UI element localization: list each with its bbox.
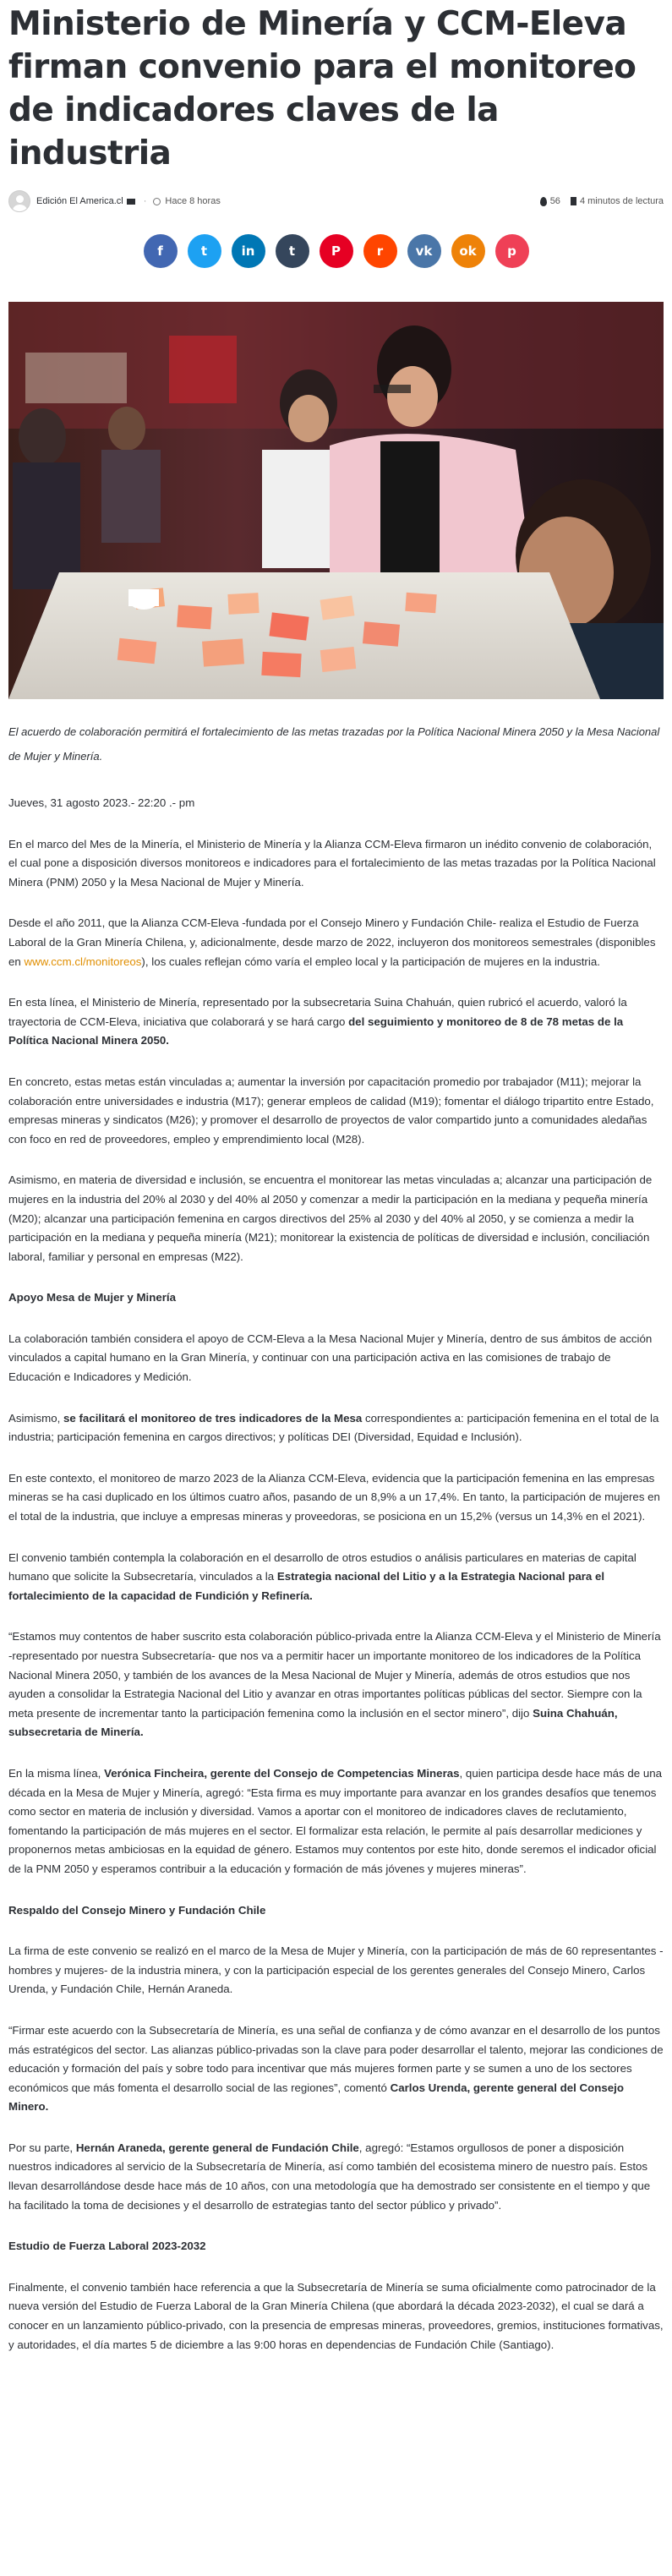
paragraph-7-text-end: correspondientes a: participación femenina en el total de la industria; participación femenina en cargos directivos; y políticas DEI (Diversidad, Equidad e Inclusión).	[8, 1411, 659, 1444]
twitter-icon: t	[200, 243, 208, 259]
paragraph-11-text-end: , quien participa desde hace más de una década en la Mesa de Mujer y Minería, agregó: “Esta firma es muy importante para avanzar en los grandes desafíos que tenemos como sector en materia de inclusión y diversidad. Vamos a aportar con el monitoreo de indicadores claves de reclutamiento, fomentando la participación de más mujeres en el sector. El formalizar esta relación, le permite al país desarrollar mediciones y proponernos metas ambiciosas en la equidad de género. Estamos muy contentos por este hito, donde seremos el indicador oficial de la PNM 2050 y esperamos contribuir a la educación y formación de más jóvenes y mujeres mineras”.	[8, 1766, 663, 1875]
paragraph-2-text-end: ), los cuales reflejan cómo varía el empleo local y la participación de mujeres en la industria.	[141, 954, 600, 968]
section-heading-mesa: Apoyo Mesa de Mujer y Minería	[8, 1291, 177, 1304]
clock-icon	[153, 198, 161, 205]
linkedin-icon: in	[241, 243, 255, 259]
paragraph-2	[8, 914, 664, 971]
paragraph-13-bold: Carlos Urenda, gerente general del Consejo Minero.	[8, 2081, 624, 2114]
post-meta	[8, 187, 664, 216]
read-time: 4 minutos de lectura	[579, 196, 664, 206]
paragraph-3-text: En esta línea, el Ministerio de Minería, representado por la subsecretaria Suina Chahuán, quien rubricó el acuerdo, valoró la trayectoria de CCM-Eleva, iniciativa que colaborará y se hará cargo	[8, 996, 627, 1028]
paragraph-10-text: “Estamos muy contentos de haber suscrito esta colaboración público-privada entre la Alianza CCM-Eleva y el Ministerio de Minería -representado por nuestra Subsecretaría- que nos va a permitir hacer un importante monitoreo de los indicadores de la Política Nacional Minera 2050, y también de los avances de la Mesa Nacional de Mujer y Minería, además de otros estudios que nos ayuden a consolidar la Estrategia Nacional del Litio y avanzar en otras importantes políticas públicas del sector. Siempre con la meta presente de incrementar tanto la participación femenina como la inclusión en el sector minero”, dijo	[8, 1630, 661, 1720]
paragraph-14-text: Por su parte,	[8, 2141, 76, 2154]
paragraph-9-bold: Estrategia nacional del Litio y a la Estrategia Nacional para el fortalecimiento de la capacidad de Fundición y Refinería.	[8, 1570, 605, 1602]
tumblr-icon: t	[288, 243, 296, 259]
paragraph-1: En el marco del Mes de la Minería, el Ministerio de Minería y la Alianza CCM-Eleva firmaron un inédito convenio de colaboración, el cual pone a disposición diversos monitoreos e indicadores para el fortalecimiento de las metas trazadas por la Política Nacional Minera (PNM) 2050 y la Mesa Nacional de Mujer y Minería.	[8, 837, 656, 889]
paragraph-6: La colaboración también considera el apoyo de CCM-Eleva a la Mesa Nacional Mujer y Minería, dentro de sus ámbitos de acción vinculados a capital humano en la Gran Minería, y continuar con una participación activa en las comisiones de trabajo de Educación e Indicadores y Medición.	[8, 1332, 653, 1384]
fire-icon	[540, 197, 547, 206]
paragraph-9-text: El convenio también contempla la colaboración en el desarrollo de otros estudios o análisis particulares en materias de capital humano que solicite la Subsecretaría, vinculados a la	[8, 1551, 636, 1583]
paragraph-14-bold: Hernán Araneda, gerente general de Fundación Chile	[75, 2141, 359, 2154]
share-pinterest-button[interactable]	[320, 234, 353, 268]
paragraph-3-bold: del seguimiento y monitoreo de 8 de 78 metas de la Política Nacional Minera 2050.	[8, 1015, 624, 1047]
section-heading-respaldo: Respaldo del Consejo Minero y Fundación Chile	[8, 1903, 266, 1917]
paragraph-10-bold: Suina Chahuán, subsecretaria de Minería.	[8, 1706, 618, 1739]
share-buttons	[8, 234, 664, 268]
hero-photo	[8, 302, 664, 699]
image-caption: El acuerdo de colaboración permitirá el fortalecimiento de las metas trazadas por la Política Nacional Minera 2050 y la Mesa Nacional de Mujer y Minería.	[8, 725, 660, 763]
post-time: Hace 8 horas	[165, 196, 221, 206]
paragraph-13-text: “Firmar este acuerdo con la Subsecretaría de Minería, es una señal de confianza y de cómo avanzar en el desarrollo de los puntos más estratégicos del sector. Las alianzas público-privadas son la clave para poder desarrollar el talento, mejorar las condiciones de educación y formación del país y sobre todo para incentivar que más mujeres formen parte y se sumen a uno de los sectores económicos que más fomenta el desarrollo social de las regiones”, comentó	[8, 2023, 664, 2094]
odnoklassniki-icon: ok	[459, 243, 477, 259]
paragraph-7-text: Asimismo,	[8, 1411, 64, 1425]
article-body	[8, 794, 664, 2354]
view-count: 56	[549, 196, 560, 206]
share-vk-button[interactable]	[407, 234, 441, 268]
paragraph-12: La firma de este convenio se realizó en el marco de la Mesa de Mujer y Minería, con la participación de más de 60 representantes -hombres y mujeres- de la industria minera, y con la participación especial de los gerentes generales del Consejo Minero, Carlos Urenda, y Fundación Chile, Hernán Araneda.	[8, 1944, 664, 1996]
share-twitter-button[interactable]	[188, 234, 221, 268]
author-avatar[interactable]	[8, 190, 30, 212]
post-meta-left	[8, 190, 221, 212]
share-reddit-button[interactable]	[363, 234, 397, 268]
paragraph-15: Finalmente, el convenio también hace referencia a que la Subsecretaría de Minería se suma oficialmente como patrocinador de la nueva versión del Estudio de Fuerza Laboral de la Gran Minería Chilena (que abordará la década 2023-2032), el cual se dará a conocer en un lanzamiento público-privado, con la presencia de empresas mineras, proveedores, gremios, instituciones formativas, y autoridades, el día martes 5 de diciembre a las 9:00 horas en dependencias de Fundación Chile (Santiago).	[8, 2280, 664, 2351]
author-name[interactable]: Edición El America.cl	[36, 196, 123, 206]
share-facebook-button[interactable]	[144, 234, 178, 268]
paragraph-9	[8, 1549, 664, 1606]
paragraph-2-text: Desde el año 2011, que la Alianza CCM-Eleva -fundada por el Consejo Minero y Fundación Chile- realiza el Estudio de Fuerza Laboral de la Gran Minería Chilena, y, adicionalmente, desde marzo de 2022, incluyeron dos monitoreos semestrales (disponibles en	[8, 916, 656, 968]
article-title: Ministerio de Minería y CCM-Eleva firman convenio para el monitoreo de indicadores claves de la industria	[8, 5, 636, 172]
section-heading-estudio: Estudio de Fuerza Laboral 2023-2032	[8, 2240, 206, 2253]
share-odnoklassniki-button[interactable]	[451, 234, 485, 268]
share-pocket-button[interactable]	[495, 234, 529, 268]
share-linkedin-button[interactable]	[232, 234, 265, 268]
paragraph-11	[8, 1764, 664, 1879]
paragraph-3	[8, 993, 664, 1051]
share-tumblr-button[interactable]	[276, 234, 309, 268]
pinterest-icon: P	[331, 243, 341, 259]
paragraph-8: En este contexto, el monitoreo de marzo 2023 de la Alianza CCM-Eleva, evidencia que la participación femenina en las empresas mineras se ha casi duplicado en los últimos cuatro años, pasando de un 8,9% a un 17,4%. En tanto, la participación de mujeres en el total de la industria, que incluye a empresas mineras y proveedoras, se posiciona en un 15,2% (versus un 14,3% en el 2021).	[8, 1471, 660, 1523]
date-line: Jueves, 31 agosto 2023.- 22:20 .- pm	[8, 796, 195, 809]
monitoreos-link[interactable]: www.ccm.cl/monitoreos	[24, 954, 142, 968]
paragraph-5: Asimismo, en materia de diversidad e inclusión, se encuentra el monitorear las metas vinculadas a; alcanzar una participación de mujeres en la industria del 20% al 2030 y del 40% al 2050 y comenzar a medir la participación en la mediana y pequeña minería (M20); alcanzar una participación femenina en cargos directivos del 25% al 2030 y del 40% al 2050, y se comienza a medir la participación en la mediana y pequeña minería (M21); monitorear la existencia de políticas de diversidad e inclusión, conciliación laboral, familiar y personal en empresas (M22).	[8, 1173, 653, 1263]
paragraph-7-bold: se facilitará el monitoreo de tres indicadores de la Mesa	[63, 1411, 363, 1425]
paragraph-13	[8, 2021, 664, 2117]
paragraph-11-bold: Verónica Fincheira, gerente del Consejo de Competencias Mineras	[104, 1766, 460, 1780]
paragraph-14-text-end: , agregó: “Estamos orgullosos de poner a disposición nuestros indicadores al servicio de la Subsecretaría de Minería, así como también del ecosistema minero de nuestro país. Estos llevan desarrollándose desde hace más de 10 años, con una metodología que ha demostrado ser consistente en el tiempo y que ha facilitado la toma de decisiones y el desarrollo de estrategias tanto del sector público y privado”.	[8, 2141, 651, 2212]
pocket-icon: p	[507, 243, 516, 259]
reddit-icon: r	[376, 243, 384, 259]
paragraph-14	[8, 2139, 664, 2215]
paragraph-4: En concreto, estas metas están vinculadas a; aumentar la inversión por capacitación promedio por trabajador (M11); mejorar la colaboración entre universidades e industria (M17); generar empleos de calidad (M19); fomentar el diálogo tripartito entre Estado, empresas mineras y sindicatos (M26); y promover el desarrollo de proyectos de valor compartido junto a comunidades aledañas con foco en red de proveedores, empleo y emprendimiento local (M28).	[8, 1075, 654, 1146]
paragraph-7	[8, 1409, 664, 1447]
post-meta-right	[540, 196, 664, 206]
envelope-icon[interactable]	[127, 199, 135, 205]
hero-image	[8, 302, 664, 699]
facebook-icon: f	[157, 243, 163, 259]
vk-icon: vk	[415, 243, 433, 259]
book-icon	[571, 197, 576, 205]
paragraph-10	[8, 1627, 664, 1742]
paragraph-11-text: En la misma línea,	[8, 1766, 105, 1780]
meta-separator: ·	[143, 196, 147, 206]
